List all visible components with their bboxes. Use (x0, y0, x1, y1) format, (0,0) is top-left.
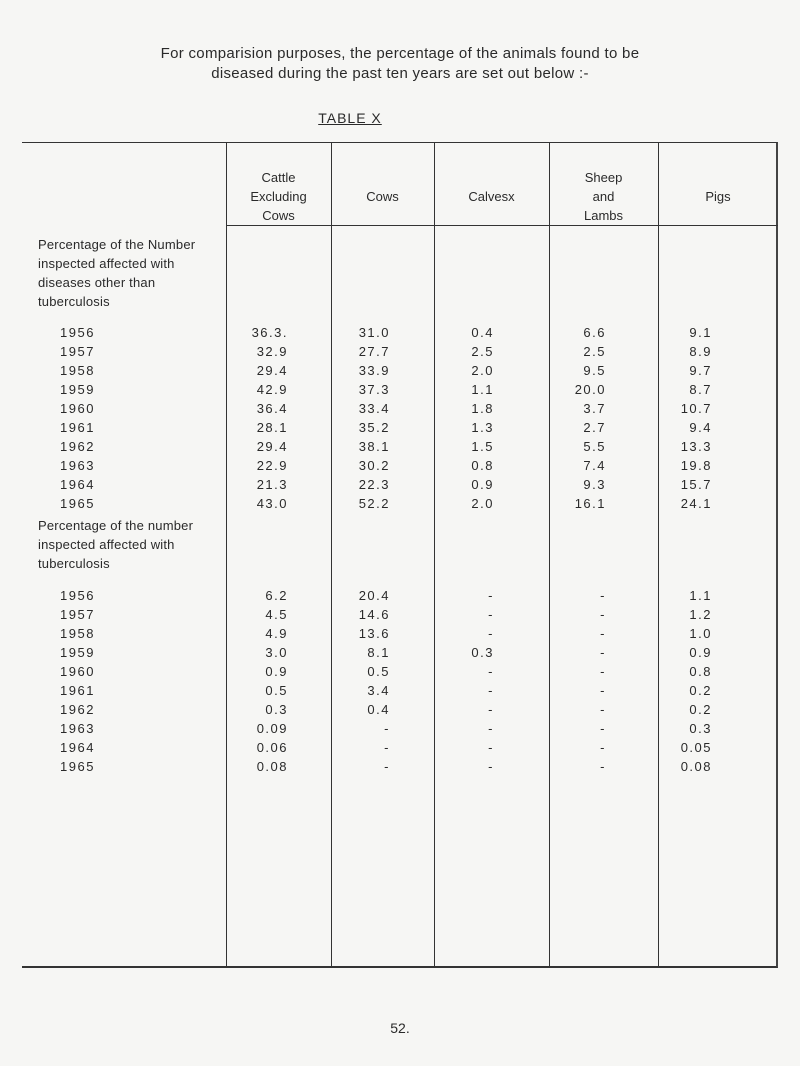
table-row (0, 740, 800, 759)
calves-cell: - (488, 740, 494, 755)
table-row (0, 607, 800, 626)
header-pigs: Pigs (705, 189, 731, 204)
calves-cell: - (488, 626, 494, 641)
year-cell: 1965 (60, 496, 95, 511)
header-divider (226, 225, 778, 226)
cattle-cell: 3.0 (265, 645, 288, 660)
section-2-label (38, 516, 193, 573)
pigs-cell: 0.05 (680, 740, 712, 755)
cattle-cell: 43.0 (256, 496, 288, 511)
header-sheep-line: Sheep (584, 170, 623, 185)
calves-cell: - (488, 721, 494, 736)
year-cell: 1957 (60, 607, 95, 622)
calves-cell: 1.1 (471, 382, 494, 397)
sheep-cell: - (600, 759, 606, 774)
cattle-cell: 21.3 (256, 477, 288, 492)
cows-cell: 20.4 (358, 588, 390, 603)
cattle-cell: 32.9 (256, 344, 288, 359)
year-cell: 1962 (60, 702, 95, 717)
table-row (0, 420, 800, 439)
pigs-cell: 8.9 (689, 344, 712, 359)
year-cell: 1960 (60, 664, 95, 679)
pigs-cell: 0.2 (689, 702, 712, 717)
header-cows: Cows (366, 189, 399, 204)
year-cell: 1960 (60, 401, 95, 416)
cattle-cell: 4.5 (265, 607, 288, 622)
column-divider (434, 142, 435, 968)
year-cell: 1958 (60, 363, 95, 378)
cows-cell: 3.4 (367, 683, 390, 698)
sheep-cell: 5.5 (583, 439, 606, 454)
year-cell: 1959 (60, 382, 95, 397)
intro-line-1: For comparision purposes, the percentage of the animals found to be (160, 45, 640, 62)
pigs-cell: 15.7 (680, 477, 712, 492)
cattle-cell: 0.06 (256, 740, 288, 755)
calves-cell: 0.9 (471, 477, 494, 492)
sheep-cell: - (600, 626, 606, 641)
calves-cell: 0.4 (471, 325, 494, 340)
cattle-cell: 22.9 (256, 458, 288, 473)
pigs-cell: 0.9 (689, 645, 712, 660)
sheep-cell: - (600, 664, 606, 679)
cattle-cell: 29.4 (256, 439, 288, 454)
pigs-cell: 1.0 (689, 626, 712, 641)
sheep-cell: - (600, 645, 606, 660)
cows-cell: 8.1 (367, 645, 390, 660)
table-row (0, 363, 800, 382)
year-cell: 1962 (60, 439, 95, 454)
calves-cell: 2.5 (471, 344, 494, 359)
calves-cell: 1.5 (471, 439, 494, 454)
table-row (0, 496, 800, 515)
cattle-cell: 6.2 (265, 588, 288, 603)
year-cell: 1957 (60, 344, 95, 359)
table-row (0, 664, 800, 683)
calves-cell: 0.8 (471, 458, 494, 473)
header-cattle-line: Cows (262, 208, 295, 223)
pigs-cell: 9.7 (689, 363, 712, 378)
cows-cell: 14.6 (358, 607, 390, 622)
sheep-cell: - (600, 607, 606, 622)
table-title: TABLE X (318, 110, 382, 126)
section-2-label-line: Percentage of the number (38, 518, 194, 533)
pigs-cell: 1.1 (689, 588, 712, 603)
cows-cell: 33.4 (358, 401, 390, 416)
pigs-cell: 0.3 (689, 721, 712, 736)
table-row (0, 645, 800, 664)
table-row (0, 477, 800, 496)
table-row (0, 382, 800, 401)
table-row (0, 721, 800, 740)
header-sheep (549, 168, 658, 225)
pigs-cell: 9.1 (689, 325, 712, 340)
cows-cell: 31.0 (358, 325, 390, 340)
pigs-cell: 10.7 (680, 401, 712, 416)
cows-cell: - (384, 740, 390, 755)
table-row (0, 683, 800, 702)
cattle-cell: 0.9 (265, 664, 288, 679)
cows-cell: 13.6 (358, 626, 390, 641)
column-divider (226, 142, 227, 968)
sheep-cell: 2.5 (583, 344, 606, 359)
section-1-label-line: inspected affected with (38, 256, 175, 271)
pigs-cell: 24.1 (680, 496, 712, 511)
section-1-label-line: Percentage of the Number (38, 237, 196, 252)
table-row (0, 702, 800, 721)
header-cattle-line: Cattle (261, 170, 296, 185)
year-cell: 1964 (60, 740, 95, 755)
calves-cell: 0.3 (471, 645, 494, 660)
cows-cell: 30.2 (358, 458, 390, 473)
sheep-cell: 16.1 (574, 496, 606, 511)
calves-cell: 1.8 (471, 401, 494, 416)
calves-cell: 1.3 (471, 420, 494, 435)
cows-cell: - (384, 721, 390, 736)
pigs-cell: 8.7 (689, 382, 712, 397)
calves-cell: - (488, 702, 494, 717)
section-2-label-line: inspected affected with (38, 537, 175, 552)
table-row (0, 626, 800, 645)
cattle-cell: 0.5 (265, 683, 288, 698)
table-row (0, 759, 800, 778)
sheep-cell: 9.3 (583, 477, 606, 492)
pigs-cell: 13.3 (680, 439, 712, 454)
cattle-cell: 0.3 (265, 702, 288, 717)
sheep-cell: - (600, 721, 606, 736)
intro-text (0, 44, 800, 84)
pigs-cell: 1.2 (689, 607, 712, 622)
year-cell: 1959 (60, 645, 95, 660)
cattle-cell: 28.1 (256, 420, 288, 435)
sheep-cell: - (600, 588, 606, 603)
calves-cell: - (488, 664, 494, 679)
section-1-label-line: diseases other than (38, 275, 156, 290)
header-calves: Calvesx (468, 189, 515, 204)
intro-line-2: diseased during the past ten years are set out below :- (211, 65, 589, 82)
table-row (0, 458, 800, 477)
cattle-cell: 29.4 (256, 363, 288, 378)
year-cell: 1956 (60, 325, 95, 340)
year-cell: 1965 (60, 759, 95, 774)
column-divider (549, 142, 550, 968)
cows-cell: 22.3 (358, 477, 390, 492)
section-2-label-line: tuberculosis (38, 556, 110, 571)
column-divider (658, 142, 659, 968)
sheep-cell: - (600, 683, 606, 698)
table-row (0, 439, 800, 458)
year-cell: 1961 (60, 683, 95, 698)
sheep-cell: 9.5 (583, 363, 606, 378)
page-number: 52. (390, 1020, 410, 1036)
calves-cell: - (488, 607, 494, 622)
sheep-cell: 6.6 (583, 325, 606, 340)
calves-cell: 2.0 (471, 363, 494, 378)
calves-cell: - (488, 683, 494, 698)
cattle-cell: 42.9 (256, 382, 288, 397)
year-cell: 1958 (60, 626, 95, 641)
cattle-cell: 4.9 (265, 626, 288, 641)
cows-cell: 52.2 (358, 496, 390, 511)
header-sheep-line: and (592, 189, 615, 204)
sheep-cell: 3.7 (583, 401, 606, 416)
sheep-cell: 2.7 (583, 420, 606, 435)
cows-cell: 0.5 (367, 664, 390, 679)
table-row (0, 344, 800, 363)
year-cell: 1961 (60, 420, 95, 435)
cows-cell: 33.9 (358, 363, 390, 378)
year-cell: 1956 (60, 588, 95, 603)
cows-cell: 27.7 (358, 344, 390, 359)
table-row (0, 325, 800, 344)
cattle-cell: 36.4 (256, 401, 288, 416)
year-cell: 1964 (60, 477, 95, 492)
pigs-cell: 0.8 (689, 664, 712, 679)
pigs-cell: 19.8 (680, 458, 712, 473)
pigs-cell: 9.4 (689, 420, 712, 435)
table-row (0, 401, 800, 420)
sheep-cell: - (600, 702, 606, 717)
section-1-label (38, 235, 195, 311)
sheep-cell: 7.4 (583, 458, 606, 473)
pigs-cell: 0.08 (680, 759, 712, 774)
cattle-cell: 0.09 (256, 721, 288, 736)
sheep-cell: - (600, 740, 606, 755)
cattle-cell: 36.3. (251, 325, 288, 340)
table-row (0, 588, 800, 607)
calves-cell: - (488, 588, 494, 603)
cows-cell: - (384, 759, 390, 774)
pigs-cell: 0.2 (689, 683, 712, 698)
cows-cell: 0.4 (367, 702, 390, 717)
calves-cell: - (488, 759, 494, 774)
year-cell: 1963 (60, 721, 95, 736)
header-cattle-line: Excluding (250, 189, 307, 204)
cows-cell: 38.1 (358, 439, 390, 454)
section-1-label-line: tuberculosis (38, 294, 110, 309)
cows-cell: 35.2 (358, 420, 390, 435)
column-divider (331, 142, 332, 968)
sheep-cell: 20.0 (574, 382, 606, 397)
header-cattle (226, 168, 331, 225)
header-sheep-line: Lambs (583, 208, 624, 223)
cows-cell: 37.3 (358, 382, 390, 397)
year-cell: 1963 (60, 458, 95, 473)
calves-cell: 2.0 (471, 496, 494, 511)
cattle-cell: 0.08 (256, 759, 288, 774)
